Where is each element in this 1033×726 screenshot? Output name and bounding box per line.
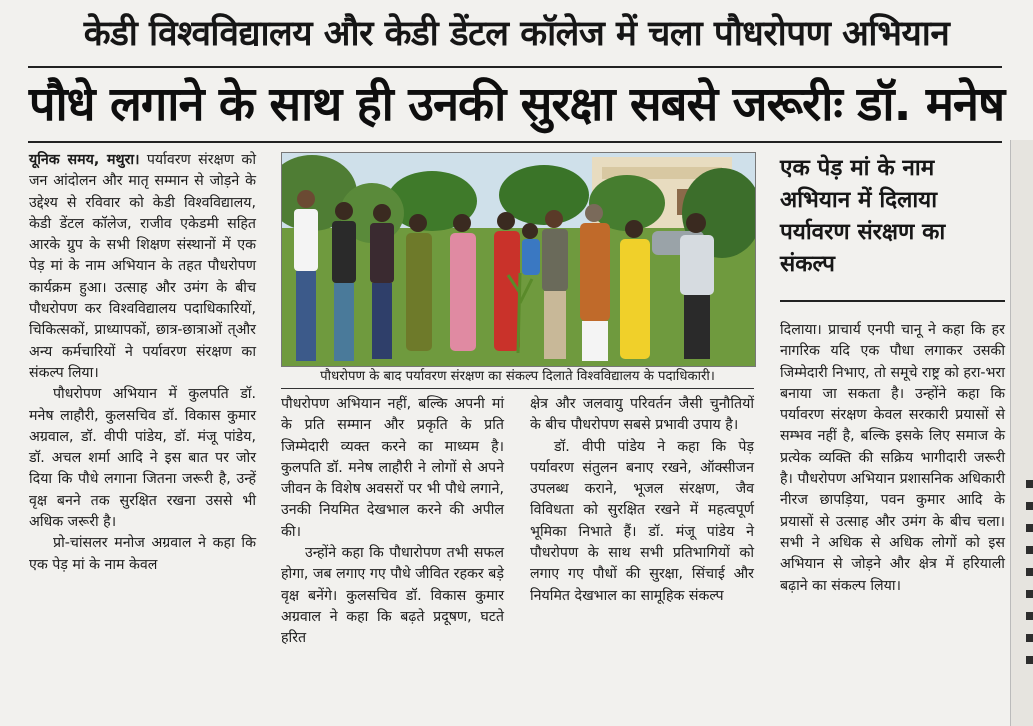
paragraph: डॉ. वीपी पांडेय ने कहा कि पेड़ पर्यावरण संतुलन बनाए रखने, ऑक्सीजन उपलब्ध कराने, भूजल संरक्षण, जैव विविधता को सुरक्षित रखने में महत्वपूर्ण भूमिका निभाते हैं। डॉ. मंजू पांडेय ने पौधरोपण के साथ सभी प्रतिभागियों को लगाए गए पौधों की सुरक्षा, सिंचाई और नियमित देखभाल का सामूहिक संकल्प	[530, 438, 754, 604]
paragraph: उन्होंने कहा कि पौधारोपण तभी सफल होगा, जब लगाए गए पौधे जीवित रहकर बड़े वृक्ष बनेंगे। कुलसचिव डॉ. विकास कुमार अग्रवाल ने कहा कि बढ़ते प्रदूषण, घटते हरित	[281, 545, 504, 647]
adjacent-text-fragment	[1026, 502, 1033, 510]
paragraph: पौधरोपण अभियान नहीं, बल्कि अपनी मां के प्रति सम्मान और प्रकृति के प्रति जिम्मेदारी व्यक्त करने का माध्यम है। कुलपति डॉ. मनेष लाहौरी ने लोगों से अपने जीवन के विशेष अवसरों पर भी पौधे लगाने, उनकी नियमित देखभाल करने की अपील की।	[281, 396, 504, 540]
adjacent-text-fragment	[1026, 480, 1033, 488]
paragraph: दिलाया। प्राचार्य एनपी चानू ने कहा कि हर नागरिक यदि एक पौधा लगाकर उसकी जिम्मेदारी निभाए, तो समूचे राष्ट्र को हरा-भरा बनाया जा सकता है। उन्होंने कहा कि पर्यावरण संरक्षण केवल सरकारी प्रयासों से सम्भव नहीं है, बल्कि इसके लिए समाज के प्रत्येक व्यक्ति की सक्रिय भागीदारी जरूरी है। पौधरोपण अभियान प्रशासनिक अधिकारी नीरज छापड़िया, पवन कुमार आदि के प्रयासों से उत्साह और उमंग के बीच चला। सभी ने अधिक से अधिक लोगों को इस अभियान से जोड़ने और क्षेत्र में हरियाली बढ़ाने का संकल्प लिया।	[780, 322, 1005, 594]
paragraph: प्रो-चांसलर मनोज अग्रवाल ने कहा कि एक पेड़ मां के नाम केवल	[29, 535, 256, 573]
adjacent-text-fragment	[1026, 612, 1033, 620]
adjacent-text-fragment	[1026, 524, 1033, 532]
article-column-2	[281, 394, 504, 694]
side-headline-rule	[780, 300, 1005, 302]
article-column-3	[530, 394, 754, 694]
photo-caption: पौधरोपण के बाद पर्यावरण संरक्षण का संकल्प दिलाते विश्वविद्यालय के पदाधिकारी।	[281, 366, 754, 389]
adjacent-text-fragment	[1026, 656, 1033, 664]
headline-rule-top	[28, 66, 1002, 68]
kicker-headline: केडी विश्वविद्यालय और केडी डेंटल कॉलेज में चला पौधरोपण अभियान	[83, 14, 950, 54]
adjacent-text-fragment	[1026, 634, 1033, 642]
article-column-1	[29, 150, 256, 720]
adjacent-text-fragment	[1026, 568, 1033, 576]
adjacent-article-edge	[1010, 140, 1033, 726]
paragraph: पौधरोपण अभियान में कुलपति डॉ. मनेष लाहौरी, कुलसचिव डॉ. विकास कुमार अग्रवाल, डॉ. वीपी पांडेय, डॉ. मंजू पांडेय, डॉ. अचल शर्मा आदि ने इस बात पर जोर दिया कि पौधे लगाना जितना जरूरी है, उन्हें वृक्ष बनने तक सुरक्षित रखना उससे भी अधिक जरूरी है।	[29, 386, 256, 531]
headline-rule-bottom	[28, 141, 1002, 143]
main-headline: पौधे लगाने के साथ ही उनकी सुरक्षा सबसे जरूरीः डॉ. मनेष	[28, 77, 1005, 132]
article-column-4	[780, 320, 1005, 700]
paragraph	[29, 150, 256, 384]
group-photo	[281, 152, 756, 367]
dateline: यूनिक समय, मथुरा।	[29, 152, 140, 168]
paragraph-text: पर्यावरण संरक्षण को जन आंदोलन और मातृ सम्मान से जोड़ने के उद्देश्य से रविवार को केडी विश्वविद्यालय, केडी डेंटल कॉलेज, राजीव एकेडमी सहित आरके ग्रुप के सभी शिक्षण संस्थानों में एक पेड़ मां के नाम अभियान के तहत पौधरोपण कार्यक्रम हुआ। उत्साह और उमंग के बीच पौधरोपण कर विश्वविद्यालय पदाधिकारियों, चिकित्सकों, प्राध्यापकों, छात्र-छात्राओं त्और अन्य कर्मचारियों ने पर्यावरण संरक्षण का संकल्प लिया।	[29, 152, 256, 381]
adjacent-text-fragment	[1026, 546, 1033, 554]
adjacent-text-fragment	[1026, 590, 1033, 598]
side-headline: एक पेड़ मां के नाम अभियान में दिलाया पर्यावरण संरक्षण का संकल्प	[780, 155, 946, 277]
group-photo-illustration	[282, 153, 755, 366]
paragraph: क्षेत्र और जलवायु परिवर्तन जैसी चुनौतियों के बीच पौधरोपण सबसे प्रभावी उपाय है।	[530, 396, 754, 434]
